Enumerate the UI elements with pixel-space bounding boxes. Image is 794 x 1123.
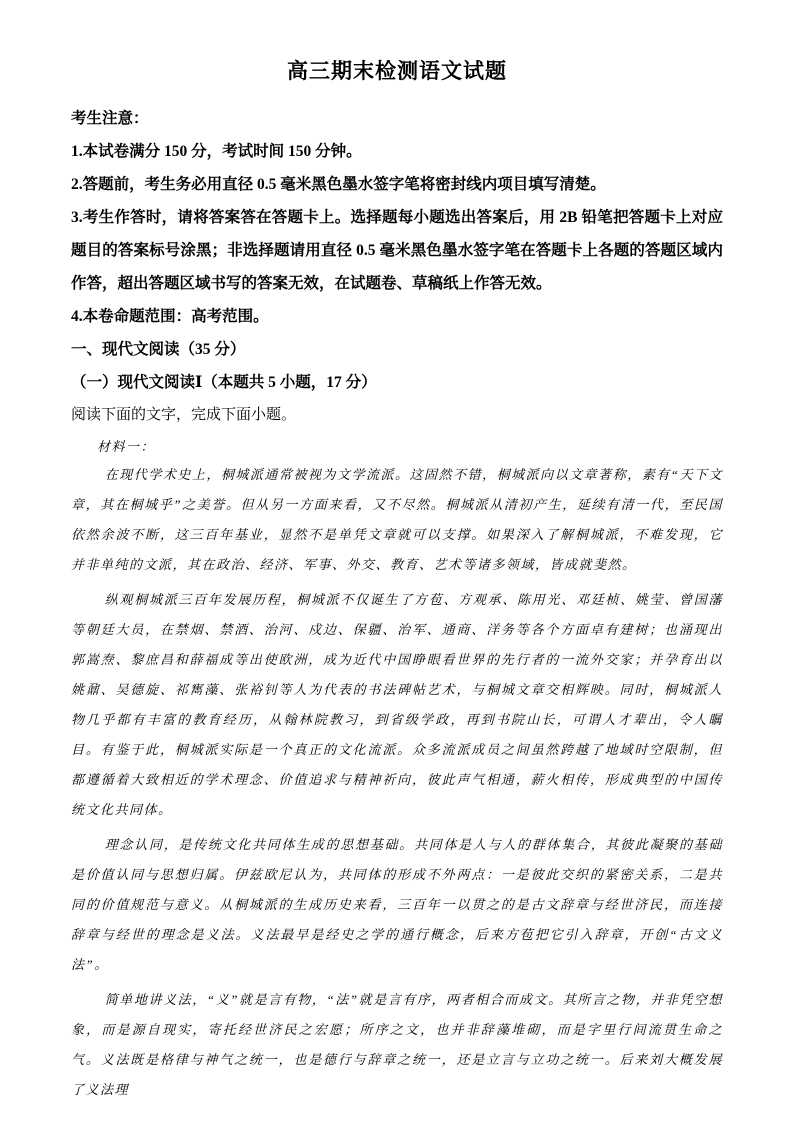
notice-item-1: 1.本试卷满分 150 分，考试时间 150 分钟。: [71, 143, 362, 160]
notice-item-3: 3.考生作答时，请将答案答在答题卡上。选择题每小题选出答案后，用 2B 铅笔把答题卡上对应题目的答案标号涂黑；非选择题请用直径 0.5 毫米黑色墨水签字笔在答题卡上各题的答题区域内作答，超出答题区域书写的答案无效，在试题卷、草稿纸上作答无效。: [71, 209, 723, 292]
notice-heading: 考生注意：: [71, 110, 149, 127]
material-paragraph-4: 简单地讲义法，“义”就是言有物，“法”就是言有序，两者相合而成文。其所言之物，并非凭空想象，而是源自现实，寄托经世济民之宏愿；所序之文，也并非辞藻堆砌，而是字里行间流贯生命之气。义法既是格律与神气之统一，也是德行与辞章之统一，还是立言与立功之统一。后来刘大概发展了义法理: [71, 992, 723, 1097]
notice-item-2: 2.答题前，考生务必用直径 0.5 毫米黑色墨水签字笔将密封线内项目填写清楚。: [71, 176, 606, 193]
reading-instruction: 阅读下面的文字，完成下面小题。: [71, 407, 297, 423]
material-one-block: [71, 434, 723, 1105]
notice-item-4: 4.本卷命题范围：高考范围。: [71, 308, 269, 325]
material-paragraph-1: 在现代学术史上，桐城派通常被视为文学流派。这固然不错，桐城派向以文章著称，素有“天下文章，其在桐城乎”之美誉。但从另一方面来看，又不尽然。桐城派从清初产生，延续有清一代，至民国依然余波不断，这三百年基业，显然不是单凭文章就可以支撑。如果深入了解桐城派，不难发现，它并非单纯的文派，其在政治、经济、军事、外交、教育、艺术等诸多领域，皆成就斐然。: [71, 467, 723, 572]
material-paragraph-2: 纵观桐城派三百年发展历程，桐城派不仅诞生了方苞、方观承、陈用光、邓廷桢、姚莹、曾国藩等朝廷大员，在禁烟、禁酒、治河、戍边、保疆、治军、通商、洋务等各个方面卓有建树；也涌现出郭嵩焘、黎庶昌和薛福成等出使欧洲，成为近代中国睁眼看世界的先行者的一流外交家；并孕育出以姚鼐、吴德旋、祁寯藻、张裕钊等人为代表的书法碑帖艺术，与桐城文章交相辉映。同时，桐城派人物几乎都有丰富的教育经历，从翰林院教习，到省级学政，再到书院山长，可谓人才辈出，令人瞩目。有鉴于此，桐城派实际是一个真正的文化流派。众多流派成员之间虽然跨越了地域时空限制，但都遵循着大致相近的学术理念、价值追求与精神祈向，彼此声气相通，薪火相传，形成典型的中国传统文化共同体。: [71, 592, 723, 817]
examinee-notice-section: [71, 102, 723, 333]
section-heading: 一、现代文阅读（35 分）: [71, 341, 246, 358]
document-title: 高三期末检测语文试题: [287, 59, 507, 83]
material-one-label: 材料一：: [97, 439, 156, 454]
section-modern-reading: [71, 333, 723, 432]
material-paragraph-3: 理念认同，是传统文化共同体生成的思想基础。共同体是人与人的群体集合，其彼此凝聚的基础是价值认同与思想归属。伊兹欧尼认为，共同体的形成不外两点：一是彼此交织的紧密关系，二是共同的价值规范与意义。从桐城派的生成历史来看，三百年一以贯之的是古文辞章与经世济民，而连接辞章与经世的理念是义法。义法最早是经史之学的通行概念，后来方苞把它引入辞章，开创“古文义法”。: [71, 837, 723, 972]
subsection-heading: （一）现代文阅读Ⅰ（本题共 5 小题，17 分）: [71, 374, 377, 391]
